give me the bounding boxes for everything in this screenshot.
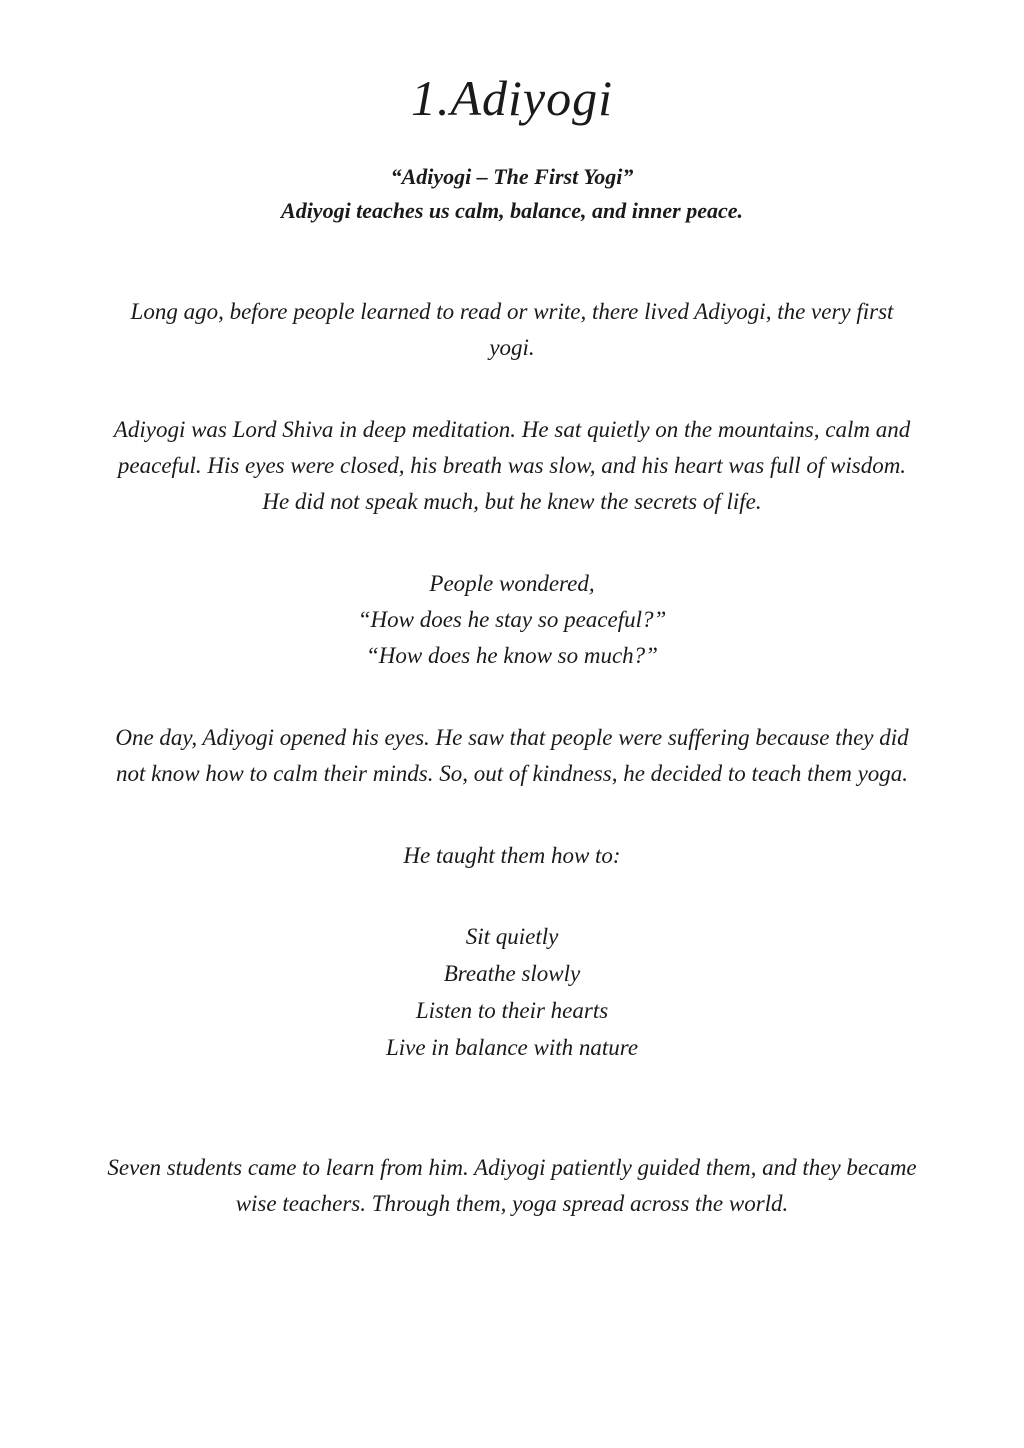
paragraph-long-ago: Long ago, before people learned to read or write, there lived Adiyogi, the very first yogi. [130, 298, 894, 360]
teaching-item: Live in balance with nature [385, 1034, 639, 1060]
teaching-item: Listen to their hearts [415, 997, 609, 1023]
paragraph-one-day: One day, Adiyogi opened his eyes. He saw that people were suffering because they did not know how to calm their minds. So, out of kindness, he decided to teach them yoga. [115, 724, 909, 786]
chapter-subtitle [88, 160, 936, 228]
teaching-item: Breathe slowly [443, 960, 581, 986]
people-wondered-block [88, 566, 936, 674]
paragraph-shiva-meditation: Adiyogi was Lord Shiva in deep meditation. He sat quietly on the mountains, calm and peaceful. His eyes were closed, his breath was slow, and his heart was full of wisdom. He did not speak much, but he knew the secrets of life. [113, 416, 911, 514]
subtitle-quote: “Adiyogi – The First Yogi” [390, 163, 634, 189]
wondered-question-peaceful: “How does he stay so peaceful?” [357, 606, 667, 632]
wondered-question-know: “How does he know so much?” [366, 642, 658, 668]
teaching-item: Sit quietly [465, 923, 559, 949]
teachings-list [88, 918, 936, 1066]
paragraph-seven-students: Seven students came to learn from him. Adiyogi patiently guided them, and they became wise teachers. Through them, yoga spread across the world. [107, 1154, 917, 1216]
taught-intro-line: He taught them how to: [403, 842, 621, 868]
subtitle-theme: Adiyogi teaches us calm, balance, and inner peace. [281, 197, 743, 223]
chapter-title: 1.Adiyogi [410, 70, 614, 126]
wondered-intro: People wondered, [429, 570, 595, 596]
